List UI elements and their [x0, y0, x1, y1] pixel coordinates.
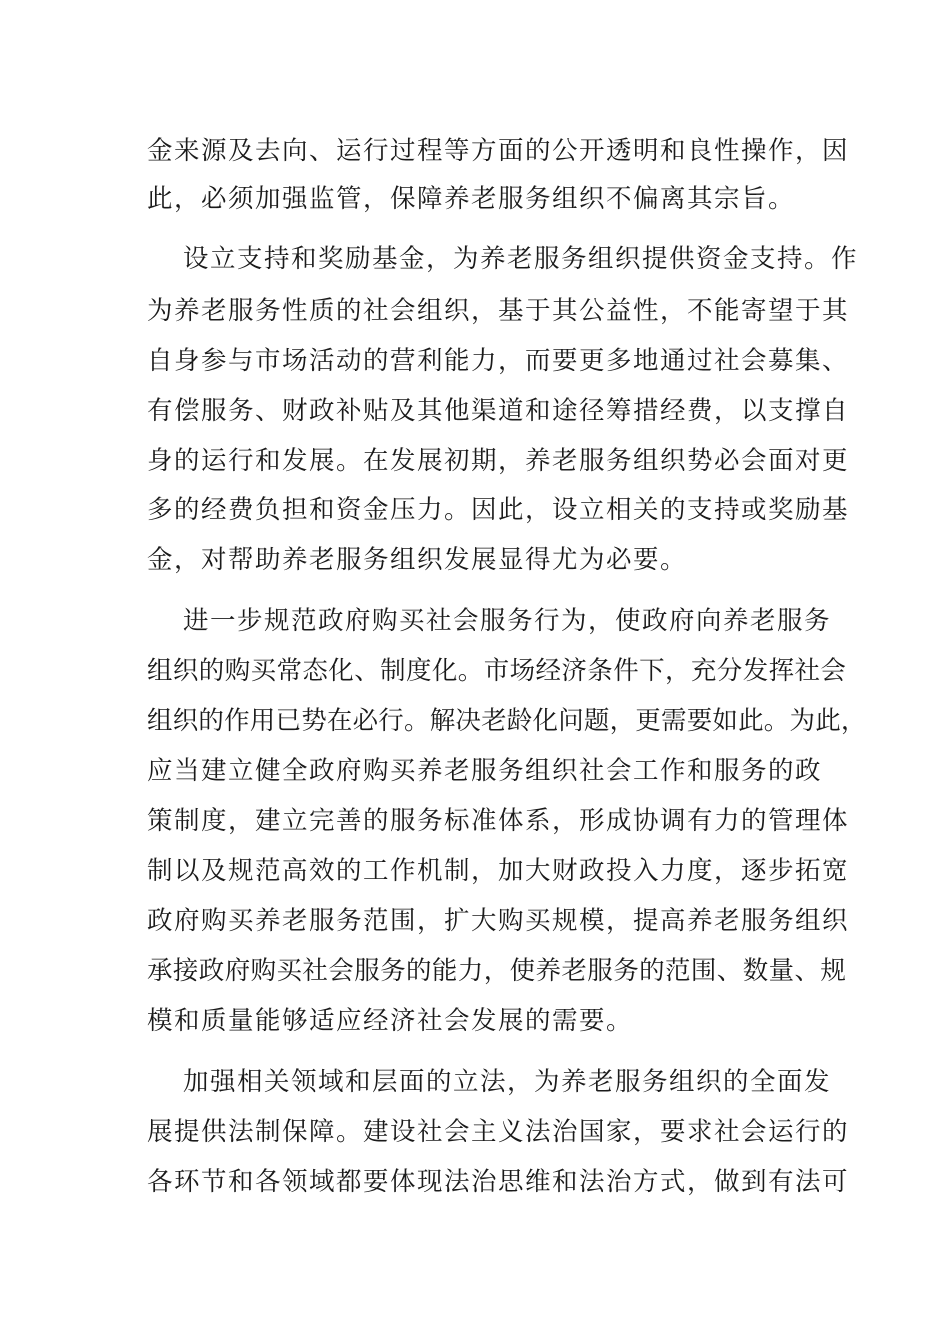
text-line: 组织的作用已势在必行。解决老龄化问题，更需要如此。为此，: [147, 706, 867, 736]
text-line: 制以及规范高效的工作机制，加大财政投入力度，逐步拓宽: [147, 856, 850, 886]
text-line: 有偿服务、财政补贴及其他渠道和途径筹措经费，以支撑自: [147, 396, 850, 426]
text-line: 自身参与市场活动的营利能力，而要更多地通过社会募集、: [147, 346, 850, 376]
text-line: 为养老服务性质的社会组织，基于其公益性，不能寄望于其: [147, 296, 850, 326]
text-line: 组织的购买常态化、制度化。市场经济条件下，充分发挥社会: [147, 656, 847, 686]
text-line: 应当建立健全政府购买养老服务组织社会工作和服务的政: [147, 756, 823, 786]
text-line: 金，对帮助养老服务组织发展显得尤为必要。: [147, 545, 688, 575]
text-line: 设立支持和奖励基金，为养老服务组织提供资金支持。作: [183, 244, 859, 274]
text-line: 加强相关领域和层面的立法，为养老服务组织的全面发: [183, 1067, 832, 1097]
text-line: 多的经费负担和资金压力。因此，设立相关的支持或奖励基: [147, 495, 850, 525]
text-line: 政府购买养老服务范围，扩大购买规模，提高养老服务组织: [147, 906, 850, 936]
text-line: 金来源及去向、运行过程等方面的公开透明和良性操作，因: [147, 136, 850, 166]
text-line: 模和质量能够适应经济社会发展的需要。: [147, 1006, 634, 1036]
text-line: 此，必须加强监管，保障养老服务组织不偏离其宗旨。: [147, 184, 796, 214]
text-line: 策制度，建立完善的服务标准体系，形成协调有力的管理体: [147, 806, 850, 836]
text-line: 各环节和各领域都要体现法治思维和法治方式，做到有法可: [147, 1167, 850, 1197]
text-line: 身的运行和发展。在发展初期，养老服务组织势必会面对更: [147, 446, 850, 476]
text-line: 承接政府购买社会服务的能力，使养老服务的范围、数量、规: [147, 956, 847, 986]
text-line: 进一步规范政府购买社会服务行为，使政府向养老服务: [183, 606, 832, 636]
text-line: 展提供法制保障。建设社会主义法治国家，要求社会运行的: [147, 1117, 850, 1147]
